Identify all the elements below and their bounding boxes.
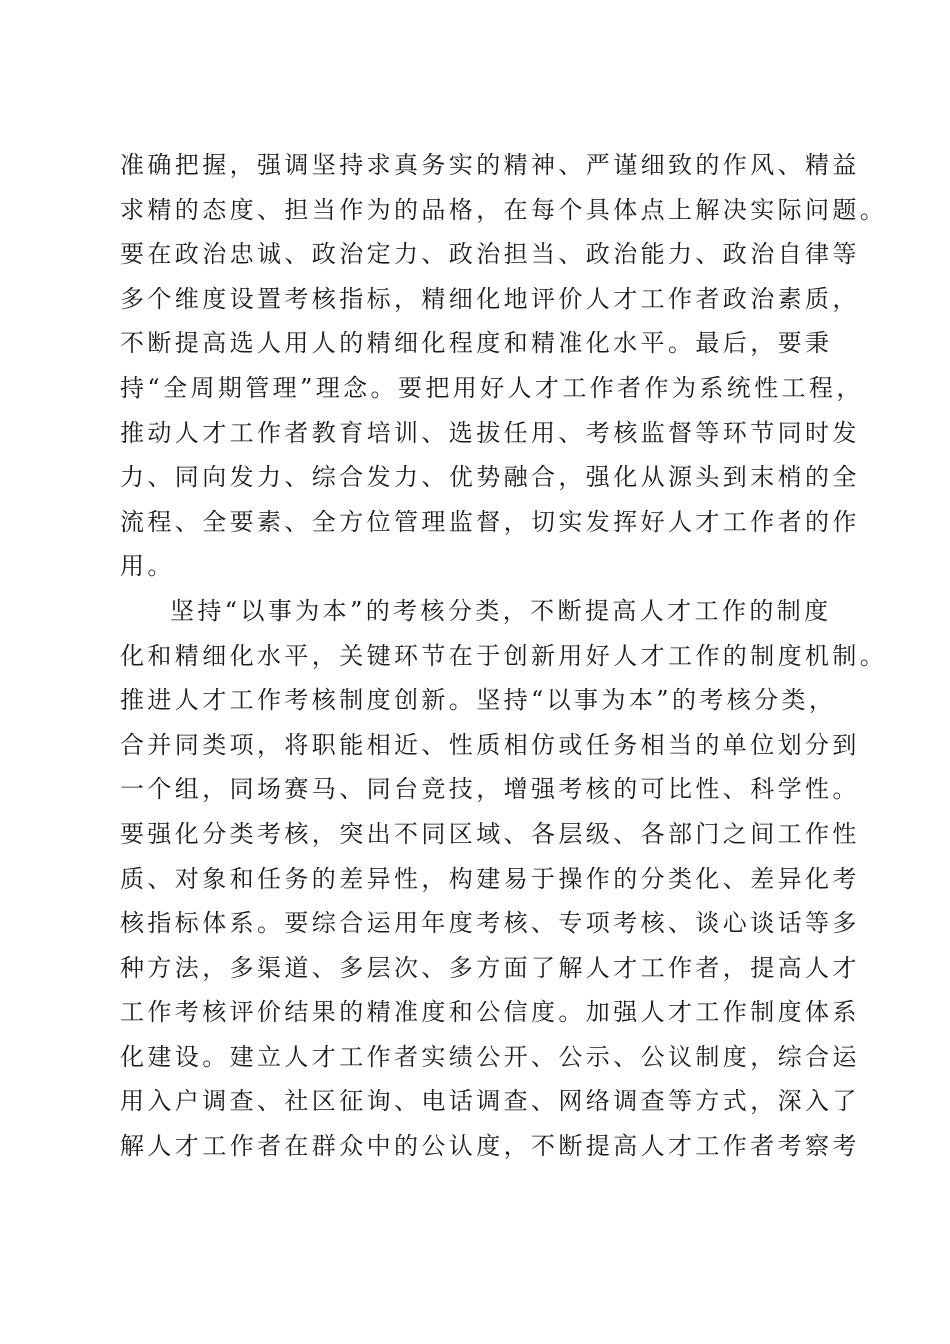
- text-line: 质、对象和任务的差异性，构建易于操作的分类化、差异化考: [120, 864, 860, 893]
- text-line: 力、同向发力、综合发力、优势融合，强化从源头到末梢的全: [120, 463, 860, 492]
- text-line: 解人才工作者在群众中的公认度，不断提高人才工作者考察考: [120, 1132, 860, 1161]
- text-line: 核指标体系。要综合运用年度考核、专项考核、谈心谈话等多: [120, 909, 860, 938]
- text-line: 准确把握，强调坚持求真务实的精神、严谨细致的作风、精益: [120, 151, 860, 179]
- text-line: 要在政治忠诚、政治定力、政治担当、政治能力、政治自律等: [120, 240, 860, 269]
- paragraph-2: [120, 589, 888, 1169]
- text-line: 用。: [120, 552, 175, 581]
- paragraph-1: [120, 143, 888, 589]
- text-line: 要强化分类考核，突出不同区域、各层级、各部门之间工作性: [120, 819, 860, 848]
- text-line: 持“全周期管理”理念。要把用好人才工作者作为系统性工程，: [120, 373, 864, 402]
- text-line: 流程、全要素、全方位管理监督，切实发挥好人才工作者的作: [120, 507, 860, 536]
- text-line: 不断提高选人用人的精细化程度和精准化水平。最后，要秉: [120, 329, 833, 358]
- text-line: 化和精细化水平，关键环节在于创新用好人才工作的制度机制。: [120, 641, 888, 670]
- text-line: 一个组，同场赛马、同台竞技，增强考核的可比性、科学性。: [120, 775, 860, 804]
- text-line: 工作考核评价结果的精准度和公信度。加强人才工作制度体系: [120, 998, 860, 1027]
- text-line: 化建设。建立人才工作者实绩公开、公示、公议制度，综合运: [120, 1042, 860, 1071]
- text-line: 推动人才工作者教育培训、选拔任用、考核监督等环节同时发: [120, 418, 860, 447]
- text-line: 合并同类项，将职能相近、性质相仿或任务相当的单位划分到: [120, 730, 860, 759]
- text-line: 坚持“以事为本”的考核分类，不断提高人才工作的制度: [170, 596, 832, 625]
- text-line: 用入户调查、社区征询、电话调查、网络调查等方式，深入了: [120, 1087, 860, 1116]
- text-line: 种方法，多渠道、多层次、多方面了解人才工作者，提高人才: [120, 953, 860, 982]
- text-line: 求精的态度、担当作为的品格，在每个具体点上解决实际问题。: [120, 195, 888, 224]
- text-line: 多个维度设置考核指标，精细化地评价人才工作者政治素质，: [120, 284, 860, 313]
- text-line: 推进人才工作考核制度创新。坚持“以事为本”的考核分类，: [120, 686, 837, 715]
- body-text: [120, 143, 888, 1169]
